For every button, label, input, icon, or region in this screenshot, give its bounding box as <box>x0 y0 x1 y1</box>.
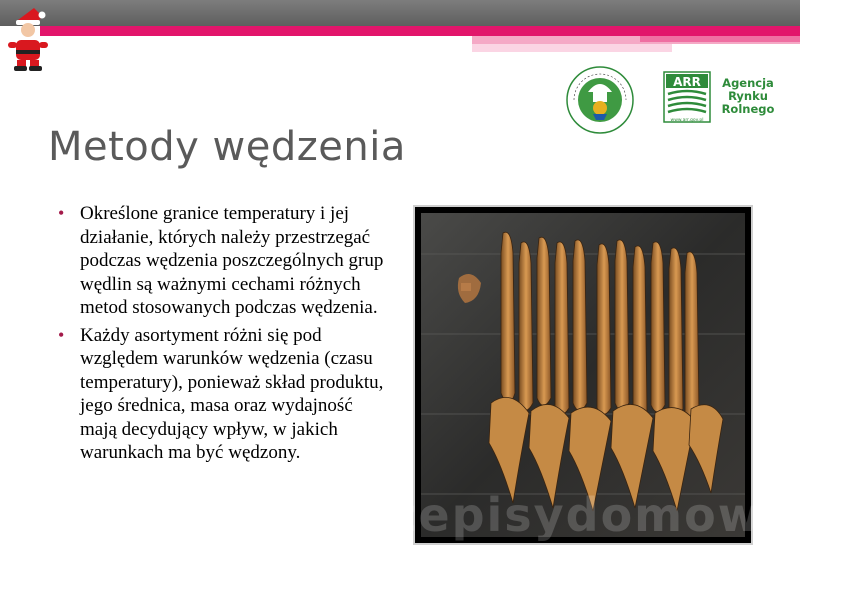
arr-url: www.arr.gov.pl <box>670 118 704 123</box>
header-gray-band <box>0 0 800 26</box>
header-pink-band <box>40 26 800 36</box>
header-pink-mid-band <box>640 36 800 42</box>
arr-agency-logo <box>662 70 782 128</box>
photo-watermark: przepisydomowe.pl <box>330 488 868 542</box>
arr-abbr: ARR <box>673 75 701 89</box>
chefs-association-logo <box>566 66 634 134</box>
arr-name-line2: Rynku <box>728 89 768 103</box>
bullet-item-1: • Określone granice temperatury i jej działanie, których należy przestrzegać podczas wędzenia poszczególnych grup wędlin są ważnymi cechami różnych metod stosowanych podczas wędzenia. <box>58 202 392 320</box>
bullet-item-2: • Każdy asortyment różni się pod względem warunków wędzenia (czasu temperatury), ponieważ skład produktu, jego średnica, masa oraz wydajność mają decydujący wpływ, w jakich warunkach ma być wędzony. <box>58 324 392 465</box>
slide-title: Metody wędzenia <box>48 124 406 170</box>
santa-clipart-icon <box>4 6 54 72</box>
arr-name-line3: Rolnego <box>721 102 775 116</box>
header-pink-lighter-band <box>472 44 672 52</box>
arr-name-line1: Agencja <box>722 76 774 90</box>
bullet-list <box>58 202 392 469</box>
